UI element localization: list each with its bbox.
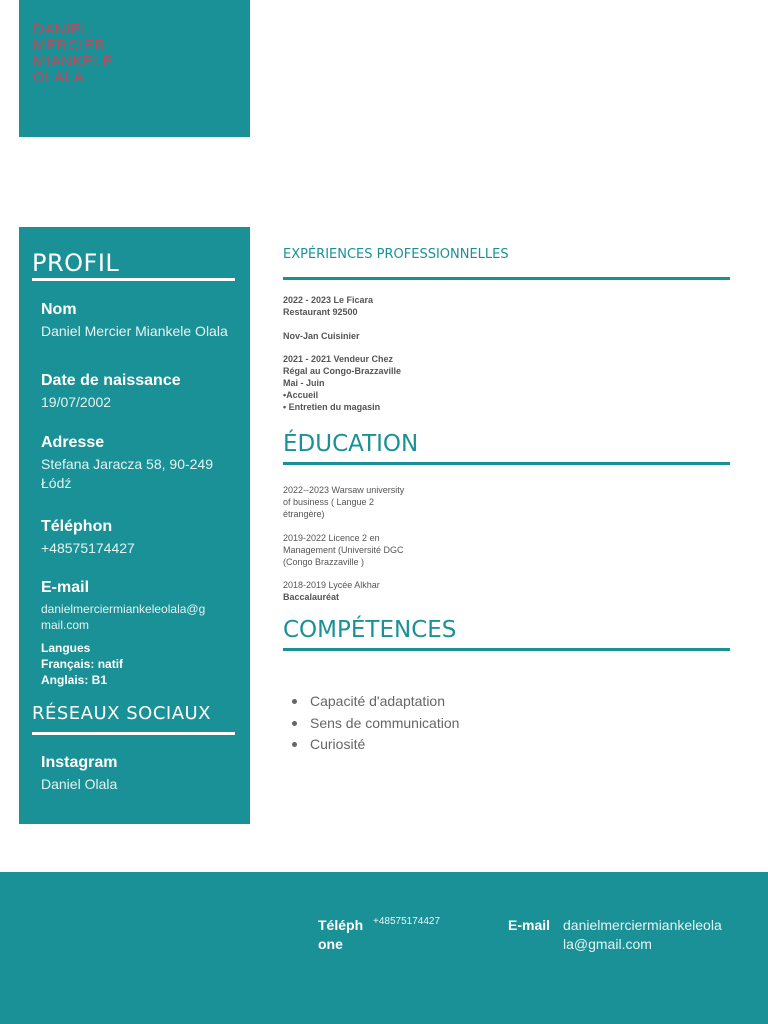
education-line: Management (Université DGC xyxy=(283,545,404,555)
nom-value: Daniel Mercier Miankele Olala xyxy=(41,323,228,339)
footer-phone-label-line: Téléph xyxy=(318,917,364,933)
experience-entry-1 xyxy=(283,294,443,318)
name-line: MERCIER xyxy=(33,37,106,54)
list-item: Curiosité xyxy=(292,734,459,756)
name-line: OLALA xyxy=(33,69,84,86)
phone-value: +48575174427 xyxy=(41,540,135,556)
experience-line: 2021 - 2021 Vendeur Chez xyxy=(283,354,394,364)
name-line: DANIEL xyxy=(33,21,91,38)
email-label: E-mail xyxy=(41,579,90,596)
address-label: Adresse xyxy=(41,434,105,451)
experience-line: • Entretien du magasin xyxy=(283,402,381,412)
birth-value: 19/07/2002 xyxy=(41,394,112,410)
address-value: Stefana Jaracza 58, 90-249 Łódź xyxy=(41,456,214,491)
footer-phone-label xyxy=(318,916,363,954)
footer-phone-label-line: one xyxy=(318,936,343,952)
experience-line: Restaurant 92500 xyxy=(283,307,358,317)
education-line: 2018-2019 Lycée Alkhar xyxy=(283,580,380,590)
social-divider xyxy=(32,732,235,735)
education-entry-3 xyxy=(283,579,443,603)
birth-label: Date de naissance xyxy=(41,372,181,389)
list-item: Capacité d'adaptation xyxy=(292,691,459,713)
education-line: Baccalauréat xyxy=(283,592,340,602)
competences-heading: COMPÉTENCES xyxy=(283,617,457,643)
experience-line: Régal au Congo-Brazzaville xyxy=(283,366,402,376)
experience-entry-2 xyxy=(283,353,443,413)
profil-divider xyxy=(32,278,235,281)
experience-line: Mai - Juin xyxy=(283,378,325,388)
instagram-label: Instagram xyxy=(41,754,118,771)
nom-label: Nom xyxy=(41,301,77,318)
phone-label: Téléphon xyxy=(41,518,113,535)
education-entry-2 xyxy=(283,532,443,568)
instagram-value[interactable]: Daniel Olala xyxy=(41,776,118,792)
experience-line: Nov-Jan Cuisinier xyxy=(283,331,360,341)
education-heading: ÉDUCATION xyxy=(283,431,419,457)
education-line: étrangère) xyxy=(283,509,325,519)
skills-list xyxy=(292,691,459,756)
name-box xyxy=(19,0,250,137)
footer-email-line: la@gmail.com xyxy=(563,936,652,952)
list-item: Sens de communication xyxy=(292,713,459,735)
email-value[interactable]: danielmerciermiankeleolala@gmail.com xyxy=(41,602,206,632)
langue-english: Anglais: B1 xyxy=(41,673,108,687)
langues-label: Langues xyxy=(41,641,91,655)
langue-french: Français: natif xyxy=(41,657,124,671)
footer-phone-value[interactable]: +48575174427 xyxy=(373,916,441,927)
experience-heading: EXPÉRIENCES PROFESSIONNELLES xyxy=(283,247,509,262)
footer-email-value[interactable] xyxy=(563,916,722,954)
footer-email-label: E-mail xyxy=(508,917,551,933)
experience-line: •Accueil xyxy=(283,390,319,400)
footer-email-line: danielmerciermiankeleola xyxy=(563,917,722,933)
experience-divider xyxy=(283,277,730,280)
sidebar xyxy=(19,227,250,824)
education-divider xyxy=(283,462,730,465)
social-heading: RÉSEAUX SOCIAUX xyxy=(32,703,212,724)
education-line: 2019-2022 Licence 2 en xyxy=(283,533,380,543)
education-line: 2022--2023 Warsaw university xyxy=(283,485,405,495)
education-line: of business ( Langue 2 xyxy=(283,497,375,507)
name-line: MIANKELE xyxy=(33,53,113,70)
experience-line: 2022 - 2023 Le Ficara xyxy=(283,295,374,305)
profil-heading: PROFIL xyxy=(32,249,120,277)
education-entry-1 xyxy=(283,484,443,520)
competences-divider xyxy=(283,648,730,651)
education-line: (Congo Brazzaville ) xyxy=(283,557,365,567)
footer xyxy=(0,872,768,1024)
